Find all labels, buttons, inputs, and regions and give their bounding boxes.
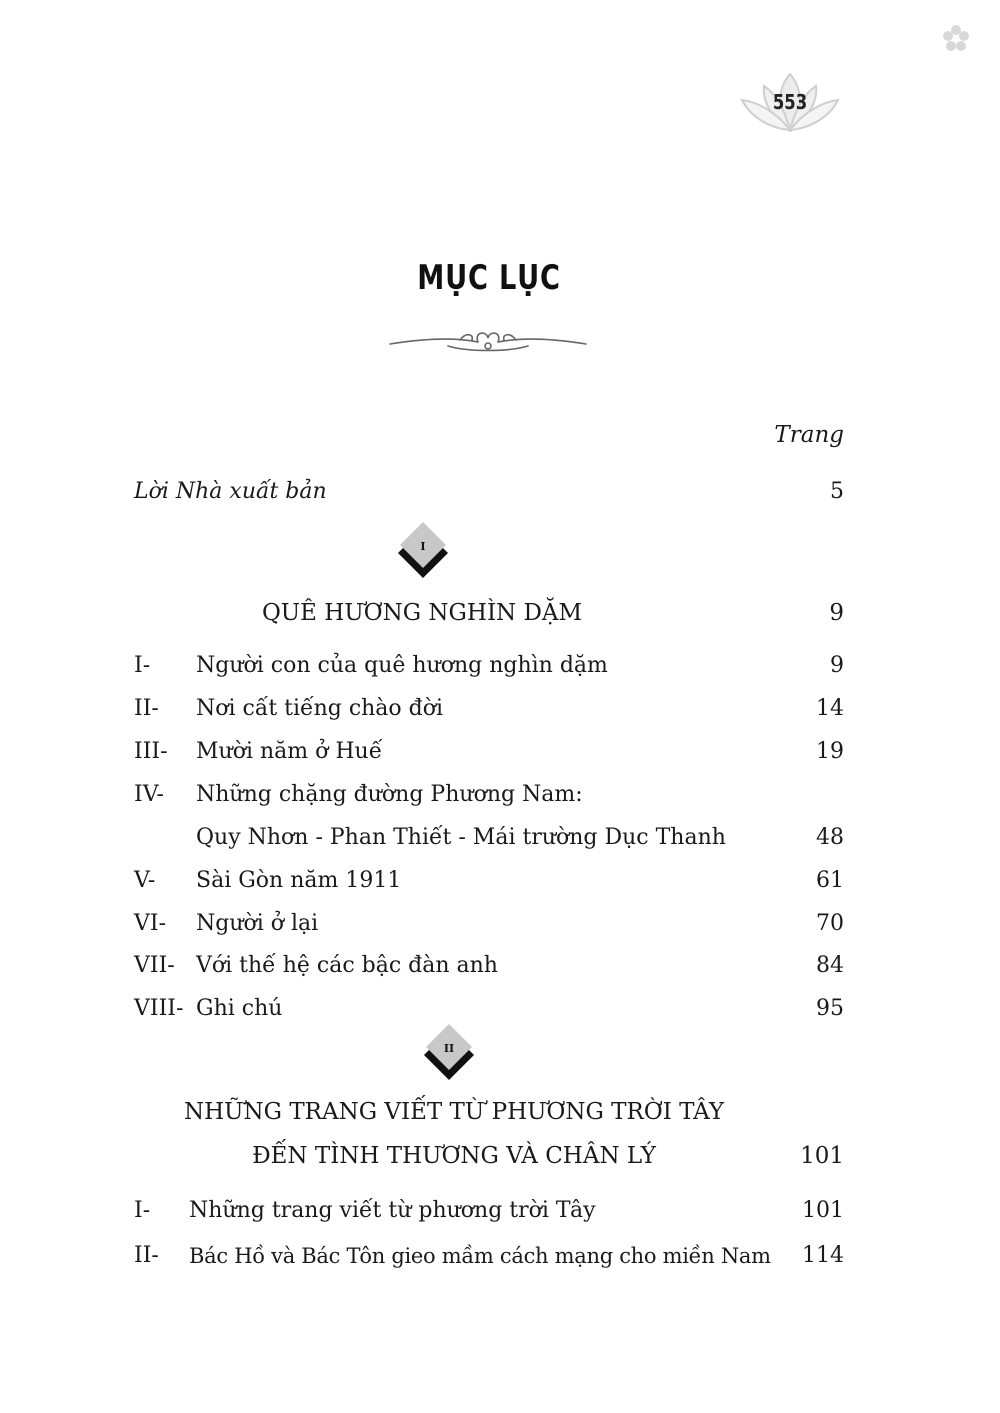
toc-entry-title: Sài Gòn năm 1911 xyxy=(196,868,402,893)
toc-entry-title: Nơi cất tiếng chào đời xyxy=(196,696,444,721)
toc-entry-number: VIII- xyxy=(134,996,184,1021)
toc-entry-title: Ghi chú xyxy=(196,996,283,1021)
toc-entry-number: VI- xyxy=(134,911,167,936)
toc-entry-number: II- xyxy=(134,696,159,721)
toc-entry-title: Những trang viết từ phương trời Tây xyxy=(189,1198,596,1223)
toc-entry-page: 19 xyxy=(816,739,844,764)
part-label: II xyxy=(443,1042,455,1055)
toc-entry-title: Bác Hồ và Bác Tôn gieo mầm cách mạng cho miền Nam xyxy=(189,1244,771,1268)
part-marker-diamond-icon xyxy=(414,1022,484,1092)
toc-entry-number: III- xyxy=(134,739,168,764)
toc-entry-number: II- xyxy=(134,1243,159,1268)
part-heading[interactable] xyxy=(134,595,844,631)
toc-entry-page: 61 xyxy=(816,868,844,893)
toc-entry-title: Với thế hệ các bậc đàn anh xyxy=(196,953,498,978)
toc-entry-page: 5 xyxy=(830,479,844,504)
toc-entry[interactable] xyxy=(134,865,844,897)
toc-entry-page: 70 xyxy=(816,911,844,936)
part-heading-line: NHỮNG TRANG VIẾT TỪ PHƯƠNG TRỜI TÂY xyxy=(183,1099,725,1125)
toc-entry-title: Quy Nhơn - Phan Thiết - Mái trường Dục Thanh xyxy=(196,825,726,850)
toc-entry[interactable] xyxy=(134,736,844,768)
page-column-label: Trang xyxy=(774,422,844,448)
toc-entry-title: Người con của quê hương nghìn dặm xyxy=(196,653,608,678)
flourish-divider-icon xyxy=(388,322,588,360)
toc-entry-number: V- xyxy=(134,868,156,893)
page-number: 553 xyxy=(772,90,808,114)
toc-entry[interactable] xyxy=(134,650,844,682)
part-heading-page: 9 xyxy=(829,600,844,626)
part-heading-line: ĐẾN TÌNH THƯƠNG VÀ CHÂN LÝ xyxy=(252,1143,656,1169)
part-label: I xyxy=(420,540,426,553)
toc-entry-continuation[interactable] xyxy=(134,822,844,854)
toc-entry[interactable] xyxy=(134,693,844,725)
flower-ornament-icon xyxy=(940,22,972,54)
toc-entry-title: Lời Nhà xuất bản xyxy=(134,479,327,504)
toc-entry-title: Người ở lại xyxy=(196,911,319,936)
toc-entry[interactable] xyxy=(134,993,844,1025)
page-title: MỤC LỤC xyxy=(417,258,561,298)
toc-entry-number: I- xyxy=(134,1198,151,1223)
part-heading-page: 101 xyxy=(800,1143,844,1169)
part-marker-diamond-icon xyxy=(388,520,458,590)
toc-entry-title: Những chặng đường Phương Nam: xyxy=(196,782,583,807)
toc-entry-page: 14 xyxy=(816,696,844,721)
toc-entry-number: VII- xyxy=(134,953,175,978)
toc-entry-number: IV- xyxy=(134,782,164,807)
toc-entry-intro[interactable] xyxy=(134,476,844,508)
toc-entry-page: 114 xyxy=(802,1243,844,1268)
toc-entry[interactable] xyxy=(134,1195,844,1227)
toc-entry-page: 9 xyxy=(830,653,844,678)
part-heading-line: QUÊ HƯƠNG NGHÌN DẶM xyxy=(261,600,583,626)
toc-entry-title: Mười năm ở Huế xyxy=(196,739,383,764)
toc-entry-page: 48 xyxy=(816,825,844,850)
part-heading[interactable] xyxy=(134,1094,844,1174)
toc-entry-number: I- xyxy=(134,653,151,678)
toc-entry-page: 84 xyxy=(816,953,844,978)
toc-entry[interactable] xyxy=(134,908,844,940)
toc-entry[interactable] xyxy=(134,950,844,982)
toc-entry-page: 95 xyxy=(816,996,844,1021)
toc-entry-page: 101 xyxy=(802,1198,844,1223)
toc-entry[interactable] xyxy=(134,1240,844,1272)
toc-entry[interactable] xyxy=(134,779,844,811)
